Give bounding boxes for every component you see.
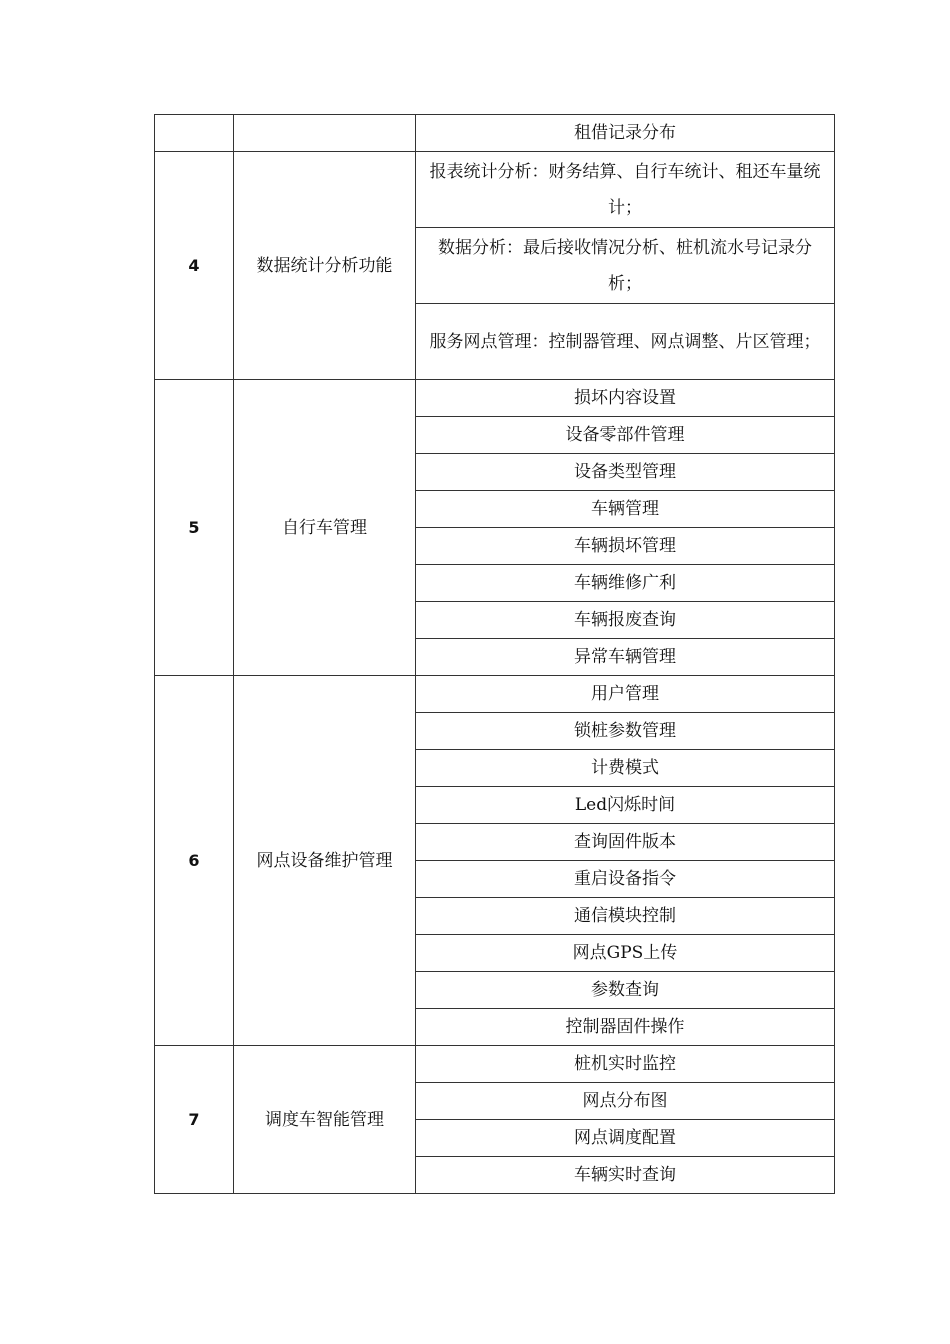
num-cell: 4 — [155, 152, 234, 380]
feature-cell: 设备类型管理 — [416, 454, 835, 491]
table-row — [155, 676, 835, 713]
table-row — [155, 152, 835, 228]
feature-cell: 车辆实时查询 — [416, 1157, 835, 1194]
table-row — [155, 1046, 835, 1083]
num-cell: 6 — [155, 676, 234, 1046]
feature-cell: 车辆报废查询 — [416, 602, 835, 639]
name-cell: 调度车智能管理 — [234, 1046, 416, 1194]
name-cell: 数据统计分析功能 — [234, 152, 416, 380]
feature-cell: 服务网点管理：控制器管理、网点调整、片区管理； — [416, 304, 835, 380]
feature-cell: 损坏内容设置 — [416, 380, 835, 417]
feature-cell: 用户管理 — [416, 676, 835, 713]
name-cell: 自行车管理 — [234, 380, 416, 676]
feature-cell: 参数查询 — [416, 972, 835, 1009]
feature-cell: 锁桩参数管理 — [416, 713, 835, 750]
name-cell: 网点设备维护管理 — [234, 676, 416, 1046]
feature-cell: 异常车辆管理 — [416, 639, 835, 676]
num-cell — [155, 115, 234, 152]
table-row — [155, 380, 835, 417]
feature-cell: 控制器固件操作 — [416, 1009, 835, 1046]
num-cell: 5 — [155, 380, 234, 676]
feature-cell: 重启设备指令 — [416, 861, 835, 898]
feature-table — [154, 114, 835, 1194]
feature-cell: 网点GPS上传 — [416, 935, 835, 972]
feature-cell: 查询固件版本 — [416, 824, 835, 861]
feature-cell: 网点分布图 — [416, 1083, 835, 1120]
feature-cell: 租借记录分布 — [416, 115, 835, 152]
feature-cell: 设备零部件管理 — [416, 417, 835, 454]
feature-cell: Led闪烁时间 — [416, 787, 835, 824]
num-cell: 7 — [155, 1046, 234, 1194]
feature-cell: 数据分析：最后接收情况分析、桩机流水号记录分析； — [416, 228, 835, 304]
feature-cell: 报表统计分析：财务结算、自行车统计、租还车量统计； — [416, 152, 835, 228]
feature-cell: 桩机实时监控 — [416, 1046, 835, 1083]
feature-cell: 车辆损坏管理 — [416, 528, 835, 565]
feature-cell: 车辆维修广利 — [416, 565, 835, 602]
feature-cell: 通信模块控制 — [416, 898, 835, 935]
feature-cell: 网点调度配置 — [416, 1120, 835, 1157]
feature-cell: 计费模式 — [416, 750, 835, 787]
feature-cell: 车辆管理 — [416, 491, 835, 528]
name-cell — [234, 115, 416, 152]
table-row — [155, 115, 835, 152]
